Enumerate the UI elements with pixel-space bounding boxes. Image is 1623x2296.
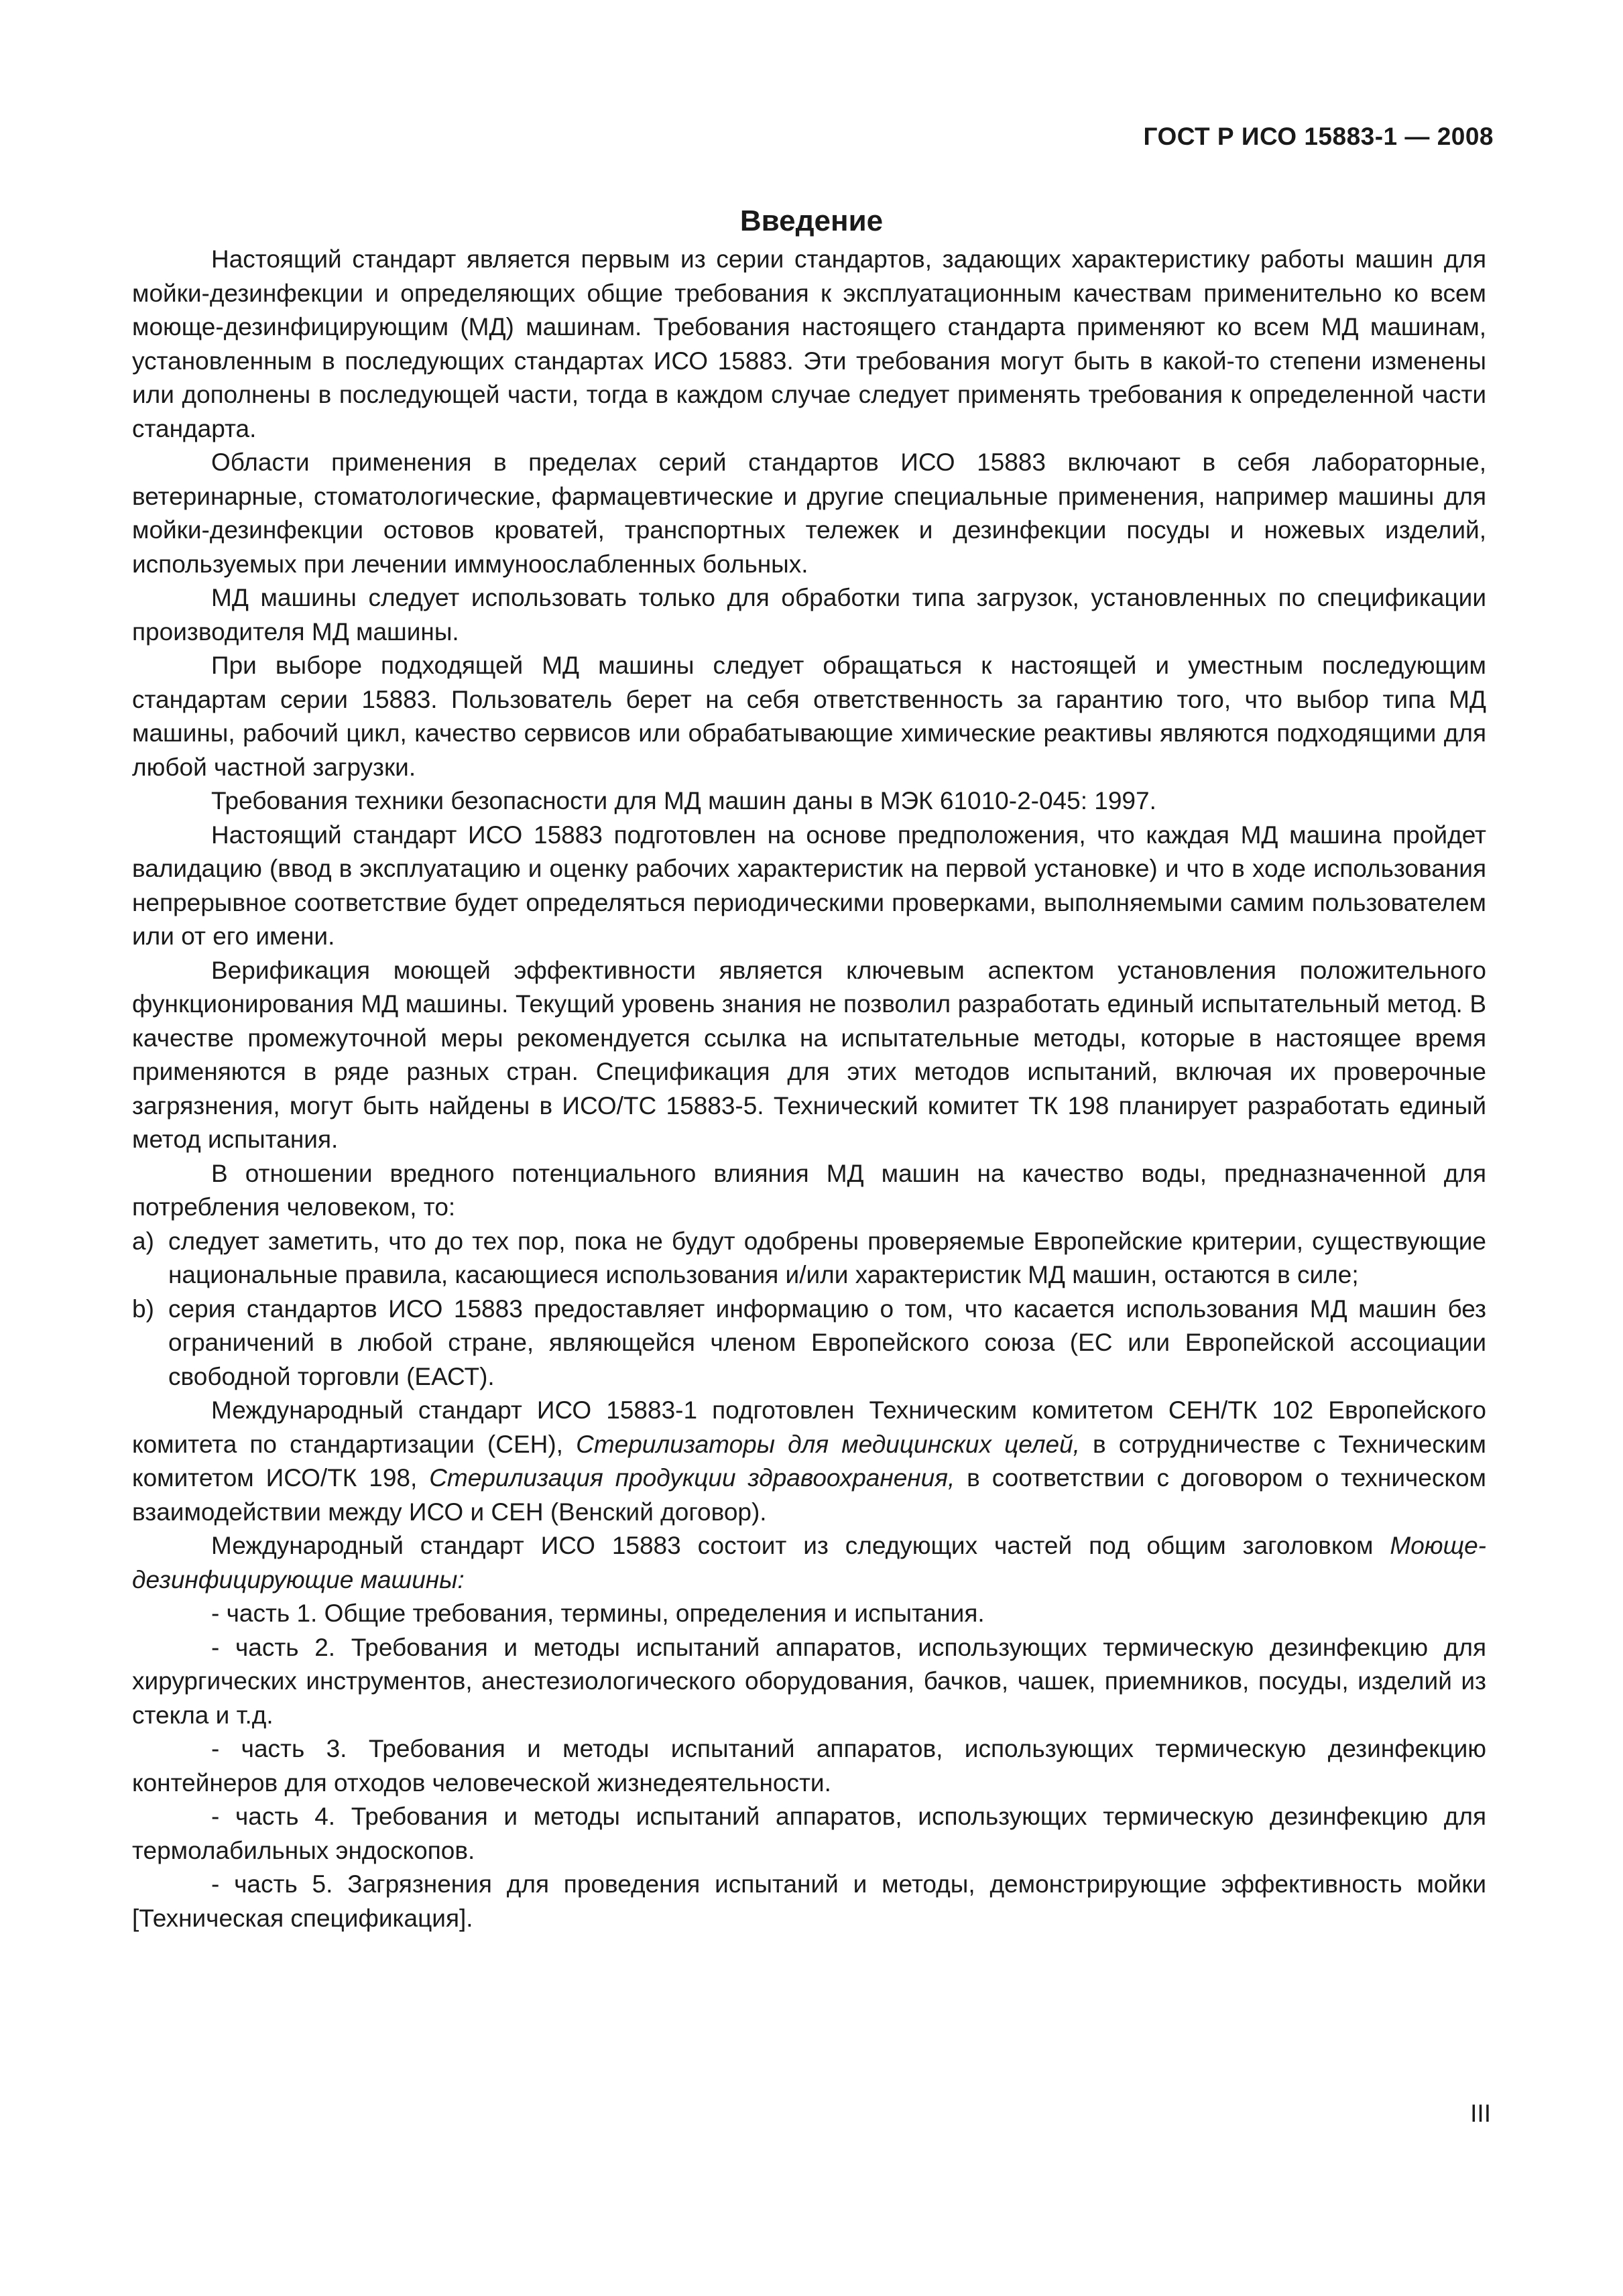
text-run: Международный стандарт ИСО 15883-1 подготовлен Техническим комитетом СЕН/ТК 102 Европейского комитета по стандартизации (СЕН), (132, 1396, 1486, 1458)
list-item (132, 1225, 1486, 1292)
page-number: III (1470, 2100, 1491, 2127)
committee-title-italic: Стерилизация продукции здравоохранения, (429, 1464, 955, 1492)
text-run: Международный стандарт ИСО 15883 состоит из следующих частей под общим заголовком (211, 1532, 1390, 1559)
part-list-item: - часть 4. Требования и методы испытаний аппаратов, использующих термическую дезинфекцию для термолабильных эндоскопов. (132, 1803, 1486, 1864)
document-body (132, 243, 1486, 1935)
paragraph: Требования техники безопасности для МД машин даны в МЭК 61010-2-045: 1997. (211, 787, 1156, 814)
paragraph: Настоящий стандарт является первым из серии стандартов, задающих характеристику работы машин для мойки-дезинфекции и определяющих общие требования к эксплуатационным качествам применительно ко всем моюще-дезинфицирующим (МД) машинам. Требования настоящего стандарта применяют ко всем МД машинам, установленным в последующих стандартах ИСО 15883. Эти требования могут быть в какой-то степени изменены или дополнены в последующей части, тогда в каждом случае следует применять требования к определенной части стандарта. (132, 245, 1486, 442)
list-marker: а) (132, 1227, 154, 1255)
page-title: Введение (739, 204, 884, 237)
paragraph: В отношении вредного потенциального влияния МД машин на качество воды, предназначенной для потребления человеком, то: (132, 1159, 1486, 1221)
text-run: в соответствии с договором о техническом взаимодействии между ИСО и СЕН (Венский договор). (132, 1464, 1486, 1526)
part-list-item: - часть 1. Общие требования, термины, определения и испытания. (211, 1599, 985, 1627)
part-list-item: - часть 3. Требования и методы испытаний аппаратов, использующих термическую дезинфекцию контейнеров для отходов человеческой жизнедеятельности. (132, 1735, 1486, 1797)
list-marker: b) (132, 1294, 154, 1323)
paragraph: Настоящий стандарт ИСО 15883 подготовлен на основе предположения, что каждая МД машина пройдет валидацию (ввод в эксплуатацию и оценку рабочих характеристик на первой установке) и что в ходе использования непрерывное соответствие будет определяться периодическими проверками, выполняемыми самим пользователем или от его имени. (132, 821, 1486, 950)
text-run: в сотрудничестве с Техническим комитетом ИСО/ТК 198, (132, 1430, 1486, 1492)
part-list-item: - часть 5. Загрязнения для проведения испытаний и методы, демонстрирующие эффективность мойки [Техническая спецификация]. (132, 1870, 1486, 1932)
list-item-text: следует заметить, что до тех пор, пока не будут одобрены проверяемые Европейские критерии, существующие национальные правила, касающиеся использования и/или характеристик МД машин, остаются в силе; (168, 1227, 1486, 1288)
paragraph: МД машины следует использовать только для обработки типа загрузок, установленных по спецификации производителя МД машины. (132, 584, 1486, 646)
committee-title-italic: Стерилизаторы для медицинских целей, (576, 1430, 1080, 1458)
standard-header: ГОСТ Р ИСО 15883-1 — 2008 (1143, 123, 1494, 150)
paragraph: При выборе подходящей МД машины следует обращаться к настоящей и уместным последующим стандартам серии 15883. Пользователь берет на себя ответственность за гарантию того, что выбор типа МД машины, рабочий цикл, качество сервисов или обрабатывающие химические реактивы являются подходящими для любой частной загрузки. (132, 652, 1486, 781)
part-list-item: - часть 2. Требования и методы испытаний аппаратов, использующих термическую дезинфекцию для хирургических инструментов, анестезиологического оборудования, бачков, чашек, приемников, посуды, изделий из стекла и т.д. (132, 1633, 1486, 1729)
list-item-text: серия стандартов ИСО 15883 предоставляет информацию о том, что касается использования МД машин без ограничений в любой стране, являющейся членом Европейского союза (ЕС или Европейской ассоциации свободной торговли (ЕАСТ). (168, 1294, 1486, 1390)
list-item (132, 1292, 1486, 1394)
paragraph (132, 1529, 1486, 1597)
paragraph: Области применения в пределах серий стандартов ИСО 15883 включают в себя лабораторные, ветеринарные, стоматологические, фармацевтические и другие специальные применения, например машины для мойки-дезинфекции остовов кроватей, транспортных тележек и дезинфекции посуды и ножевых изделий, используемых при лечении иммуноослабленных больных. (132, 448, 1486, 578)
series-title-italic: Моюще-дезинфицирующие машины: (132, 1532, 1486, 1593)
paragraph (132, 1394, 1486, 1529)
paragraph: Верификация моющей эффективности является ключевым аспектом установления положительного функционирования МД машины. Текущий уровень знания не позволил разработать единый испытательный метод. В качестве промежуточной меры рекомендуется ссылка на испытательные методы, которые в настоящее время применяются в ряде разных стран. Спецификация для этих методов испытаний, включая их проверочные загрязнения, могут быть найдены в ИСО/ТС 15883-5. Технический комитет ТК 198 планирует разработать единый метод испытания. (132, 956, 1486, 1153)
